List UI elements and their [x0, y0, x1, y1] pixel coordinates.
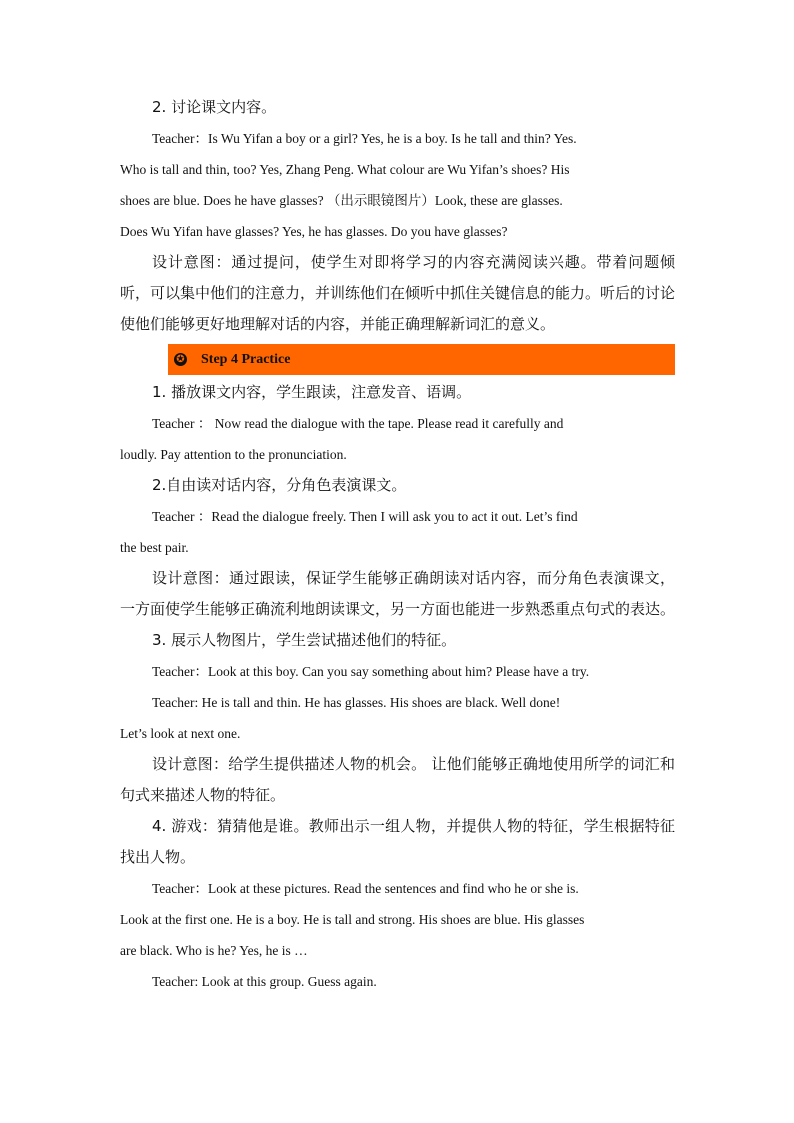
teacher-line: Teacher: He is tall and thin. He has glasses. His shoes are black. Well done! [152, 695, 561, 710]
step-4-banner [168, 344, 675, 375]
teacher-line: shoes are blue. Does he have glasses? （出示眼镜图片）Look, these are glasses. [120, 193, 563, 208]
teacher-line: Teacher：Look at this boy. Can you say something about him? Please have a try. [152, 664, 590, 679]
teacher-line: loudly. Pay attention to the pronunciation. [120, 447, 347, 462]
teacher-line: Let’s look at next one. [120, 726, 241, 741]
teacher-line: Look at the first one. He is a boy. He is tall and strong. His shoes are blue. His glasses [120, 912, 585, 927]
teacher-line: Teacher ： Now read the dialogue with the tape. Please read it carefully and [152, 416, 564, 431]
teacher-line: the best pair. [120, 540, 189, 555]
item-4-heading: 4. 游戏：猜猜他是谁。教师出示一组人物，并提供人物的特征，学生根据特征找出人物。 [120, 817, 675, 866]
teacher-line: are black. Who is he? Yes, he is … [120, 943, 308, 958]
design-intent-paragraph: 设计意图：给学生提供描述人物的机会。 让他们能够正确地使用所学的词汇和句式来描述人物的特征。 [120, 755, 675, 804]
teacher-line: Teacher: Look at this group. Guess again. [152, 974, 377, 989]
teacher-line: Teacher：Look at these pictures. Read the sentences and find who he or she is. [152, 881, 579, 896]
step-4-title: Step 4 Practice [201, 351, 291, 367]
item-1-heading: 1. 播放课文内容，学生跟读，注意发音、语调。 [152, 383, 472, 401]
item-3-heading: 3. 展示人物图片，学生尝试描述他们的特征。 [152, 631, 457, 649]
section-2-heading: 2. 讨论课文内容。 [152, 98, 277, 116]
teacher-line: Who is tall and thin, too? Yes, Zhang Peng. What colour are Wu Yifan’s shoes? His [120, 162, 570, 177]
item-2-heading: 2.自由读对话内容，分角色表演课文。 [152, 476, 407, 494]
star-circle-icon: ✪ [174, 353, 187, 366]
design-intent-paragraph: 设计意图：通过跟读，保证学生能够正确朗读对话内容，而分角色表演课文，一方面使学生能够正确流利地朗读课文，另一方面也能进一步熟悉重点句式的表达。 [120, 569, 676, 618]
teacher-line: Teacher ：Read the dialogue freely. Then I will ask you to act it out. Let’s find [152, 509, 578, 524]
document-page [120, 92, 675, 997]
teacher-line: Does Wu Yifan have glasses? Yes, he has glasses. Do you have glasses? [120, 224, 508, 239]
design-intent-paragraph: 设计意图：通过提问，使学生对即将学习的内容充满阅读兴趣。带着问题倾听，可以集中他们的注意力，并训练他们在倾听中抓住关键信息的能力。听后的讨论使他们能够更好地理解对话的内容，并能正确理解新词汇的意义。 [120, 253, 676, 333]
teacher-line: Teacher：Is Wu Yifan a boy or a girl? Yes, he is a boy. Is he tall and thin? Yes. [152, 131, 577, 146]
